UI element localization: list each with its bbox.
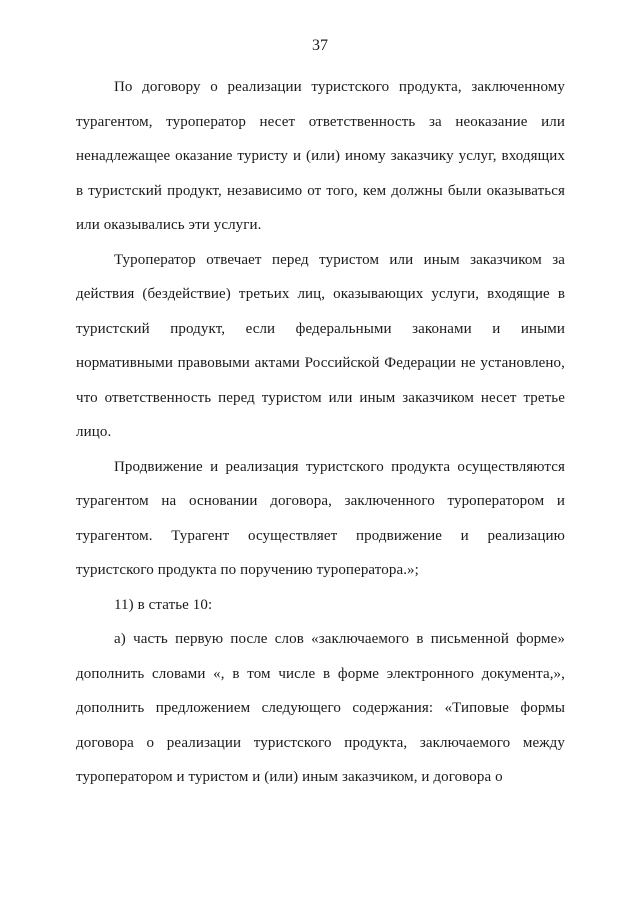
paragraph-part-one-amendment: а) часть первую после слов «заключаемого в письменной форме» дополнить словами «, в том числе в форме электронного документа,», дополнить предложением следующего содержания: «Типовые формы договора о реализации туристского продукта, заключаемого между туроператором и туристом и (или) иным заказчиком, и договора о xyxy=(76,631,565,785)
paragraph-third-party-liability: Туроператор отвечает перед туристом или иным заказчиком за действия (бездействие) третьих лиц, оказывающих услуги, входящие в туристский продукт, если федеральными законами и иными нормативными правовыми актами Российской Федерации не установлено, что ответственность перед туристом или иным заказчиком несет третье лицо. xyxy=(76,251,565,440)
document-body xyxy=(76,70,565,795)
paragraph-touroperator-liability: По договору о реализации туристского продукта, заключенному турагентом, туроператор несет ответственность за неоказание или ненадлежащее оказание туристу и (или) иному заказчику услуг, входящих в туристский продукт, независимо от того, кем должны были оказываться или оказывались эти услуги. xyxy=(76,79,565,233)
page-number: 37 xyxy=(312,37,328,54)
paragraph-article-10-heading: 11) в статье 10: xyxy=(114,596,213,613)
paragraph-promotion-sale: Продвижение и реализация туристского продукта осуществляются турагентом на основании договора, заключенного туроператором и турагентом. Турагент осуществляет продвижение и реализацию туристского продукта по поручению туроператора.»; xyxy=(76,458,565,578)
